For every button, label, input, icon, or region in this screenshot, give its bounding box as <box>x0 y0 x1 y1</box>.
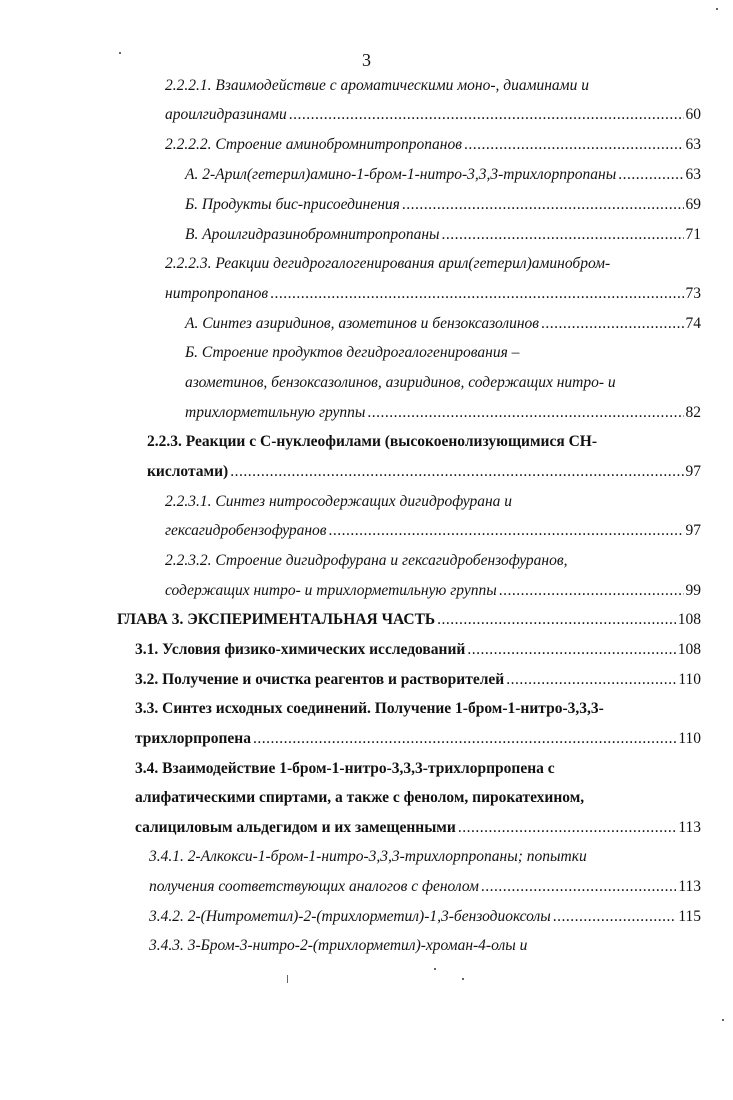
toc-entry-3-4-3: 3.4.3. 3-Бром-3-нитро-2-(трихлорметил)-хроман-4-олы и <box>149 937 528 954</box>
toc-entry-2-2-2-2: 2.2.2.2. Строение аминобромнитропропанов ..... 63 <box>165 135 701 155</box>
toc-entry-salicylaldehyde: салициловым альдегидом и их замещенными ..... 113 <box>135 818 701 838</box>
toc-entry-3-4: 3.4. Взаимодействие 1-бром-1-нитро-3,3,3-трихлорпропена с <box>135 760 555 777</box>
toc-entry-b-bis-adducts: Б. Продукты бис-присоединения ..... 69 <box>185 195 701 215</box>
toc-entry-nitropropanes: нитропропанов ..... 73 <box>165 284 701 304</box>
toc-entry-trichloromethyl-groups: трихлорметильную группы ..... 82 <box>185 403 701 423</box>
toc-entry-aliphatic-alcohols: алифатическими спиртами, а также с фенолом, пирокатехином, <box>135 789 585 806</box>
scan-speck <box>287 975 288 983</box>
toc-entry-nitro-trichloromethyl: содержащих нитро- и трихлорметильную группы ..... 99 <box>165 581 701 601</box>
toc-entry-2-2-3-2: 2.2.3.2. Строение дигидрофурана и гексагидробензофуранов, <box>165 552 568 569</box>
toc-entry-2-2-2-3: 2.2.2.3. Реакции дегидрогалогенирования арил(гетерил)аминобром- <box>165 255 611 272</box>
toc-entry-2-2-3: 2.2.3. Реакции с С-нуклеофилами (высокоенолизующимися СН- <box>147 433 598 450</box>
toc-entry-azomethines: азометинов, бензоксазолинов, азиридинов, содержащих нитро- и <box>185 374 616 391</box>
scan-speck <box>716 8 718 10</box>
scan-speck <box>434 968 436 970</box>
toc-entry-v-aroylhydrazino: В. Ароилгидразинобромнитропропаны ..... 71 <box>185 225 701 245</box>
toc-entry-3-4-1: 3.4.1. 2-Алкокси-1-бром-1-нитро-3,3,3-трихлорпропаны; попытки <box>149 848 587 865</box>
toc-entry-b-dehydrohalogenation: Б. Строение продуктов дегидрогалогенирования – <box>185 344 520 361</box>
toc-entry-3-4-2: 3.4.2. 2-(Нитрометил)-2-(трихлорметил)-1,3-бензодиоксолы ..... 115 <box>149 907 701 927</box>
toc-entry-trichloropropene: трихлорпропена ..... 110 <box>135 729 701 749</box>
scan-speck <box>722 1019 724 1021</box>
toc-entry-phenol-analogs: получения соответствующих аналогов с фенолом ..... 113 <box>149 877 701 897</box>
toc-entry-3-3: 3.3. Синтез исходных соединений. Получение 1-бром-1-нитро-3,3,3- <box>135 700 604 717</box>
toc-entry-3-2: 3.2. Получение и очистка реагентов и растворителей ..... 110 <box>135 670 701 690</box>
page-number: 3 <box>362 50 371 70</box>
toc-entry-chapter-3: ГЛАВА 3. ЭКСПЕРИМЕНТАЛЬНАЯ ЧАСТЬ ..... 108 <box>117 610 701 630</box>
toc-entry-a-aziridines: А. Синтез азиридинов, азометинов и бензоксазолинов ..... 74 <box>185 314 701 334</box>
toc-entry-2-2-2-1: 2.2.2.1. Взаимодействие с ароматическими моно-, диаминами и <box>165 77 589 94</box>
toc-entry-hexahydrobenzofurans: гексагидробензофуранов ..... 97 <box>165 521 701 541</box>
toc-entry-2-2-3-1: 2.2.3.1. Синтез нитросодержащих дигидрофурана и <box>165 493 513 510</box>
toc-entry-ch-acids: кислотами) ..... 97 <box>147 462 701 482</box>
toc-entry-a-arylamino: А. 2-Арил(гетерил)амино-1-бром-1-нитро-3,3,3-трихлорпропаны ..... 63 <box>185 165 701 185</box>
toc-entry-aroylhydrazines: ароилгидразинами ..... 60 <box>165 105 701 125</box>
scan-speck <box>119 52 121 54</box>
scan-speck <box>462 978 464 980</box>
toc-entry-3-1: 3.1. Условия физико-химических исследований ..... 108 <box>135 640 701 660</box>
